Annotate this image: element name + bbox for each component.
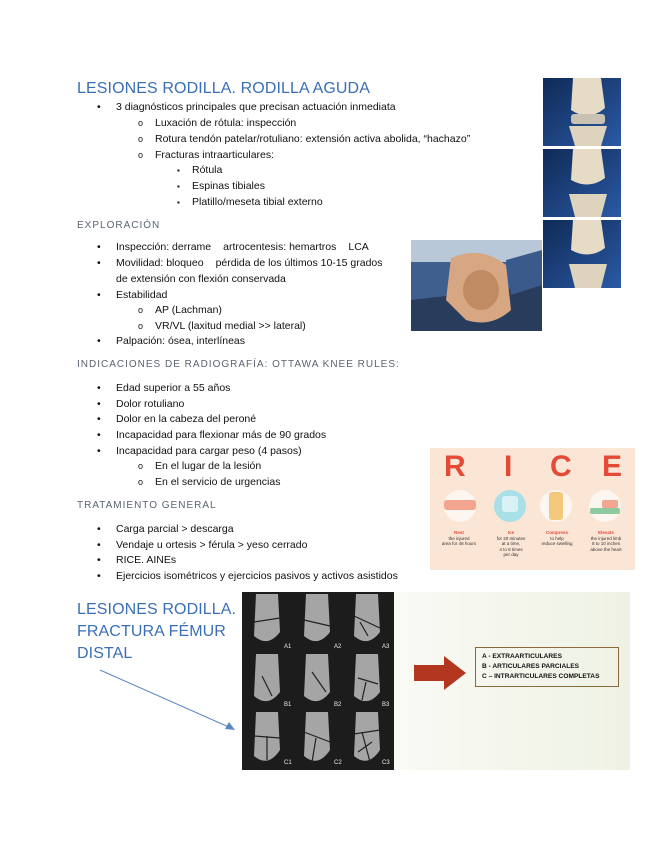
rice-letter-e: E <box>602 450 623 483</box>
mobility-text: Movilidad: bloqueo <box>116 257 204 269</box>
rice-caption-compress <box>534 530 580 547</box>
rice-caption-elevate <box>582 530 630 552</box>
list-item: o AP (Lachman) <box>155 304 222 317</box>
list-item: o VR/VL (laxitud medial >> lateral) <box>155 320 306 333</box>
pointer-arrow <box>95 665 240 735</box>
rice-caption-line: the injured limb <box>590 535 622 541</box>
list-item: • Ejercicios isométricos y ejercicios pasivos y activos asistidos <box>116 570 398 583</box>
rice-caption-line: to help <box>550 535 564 541</box>
inspection-lca-text: LCA <box>348 241 369 253</box>
red-arrow-icon <box>414 656 466 690</box>
classification-c: C – INTRARTICULARES COMPLETAS <box>482 673 600 680</box>
list-item: • Carga parcial > descarga <box>116 523 234 536</box>
list-item: • Dolor rotuliano <box>116 398 184 411</box>
list-item: o En el servicio de urgencias <box>155 476 280 489</box>
inspection-arrocentesis-text: artrocentesis: hemartros <box>223 241 337 253</box>
title-line: LESIONES RODILLA. <box>77 601 237 618</box>
xray-label-c2: C2 <box>334 760 342 766</box>
list-item: • RICE. AINEs <box>116 554 176 567</box>
section-title-fractura-femur <box>77 599 236 665</box>
list-item <box>116 241 369 254</box>
rice-caption-line: above the heart <box>590 546 622 552</box>
rice-caption-line: for 20 minutes <box>496 535 526 541</box>
list-item: • Vendaje u ortesis > férula > yeso cerrado <box>116 539 307 552</box>
rice-caption-line: area for 48 hours <box>441 541 477 546</box>
list-item: o En el lugar de la lesión <box>155 460 261 473</box>
rice-caption-head: Ice <box>507 530 515 535</box>
classification-box <box>475 647 619 687</box>
classification-b: B - ARTICULARES PARCIALES <box>482 663 580 670</box>
rice-infographic <box>430 448 635 570</box>
list-item: • Dolor en la cabeza del peroné <box>116 413 256 426</box>
rice-caption-head: Compress <box>545 530 568 535</box>
list-item: ▪ Espinas tibiales <box>192 180 265 193</box>
rice-caption-head: Elevate <box>598 530 614 535</box>
rice-letter-c: C <box>550 450 572 483</box>
rice-caption-line: the injured <box>448 535 470 541</box>
xray-label-c1: C1 <box>284 760 292 766</box>
xray-classification-image <box>242 592 394 770</box>
xray-label-a3: A3 <box>382 644 390 650</box>
section-heading-tratamiento: TRATAMIENTO GENERAL <box>77 500 217 511</box>
list-item <box>116 257 383 270</box>
rice-caption-head: Rest <box>454 530 464 535</box>
rice-letter-r: R <box>444 450 466 483</box>
list-item: ▪ Rótula <box>192 164 222 177</box>
xray-label-a2: A2 <box>334 644 342 650</box>
classification-panel <box>394 592 630 770</box>
rice-letter-i: I <box>504 450 513 483</box>
rice-caption-line: 4 to 8 times <box>499 546 523 552</box>
list-item-continuation: de extensión con flexión conservada <box>116 273 286 285</box>
list-item: ▪ Platillo/meseta tibial externo <box>192 196 323 209</box>
knee-photo <box>411 240 542 331</box>
xray-label-a1: A1 <box>284 644 292 650</box>
list-item: • Estabilidad <box>116 289 167 302</box>
rice-caption-line: per day <box>503 552 519 557</box>
rice-caption-line: reduce swelling <box>541 541 573 546</box>
xray-label-b2: B2 <box>334 702 342 708</box>
list-item: • Incapacidad para flexionar más de 90 grados <box>116 429 326 442</box>
list-item: • Edad superior a 55 años <box>116 382 230 395</box>
mobility-loss-text: pérdida de los últimos 10-15 grados <box>215 257 383 269</box>
classification-a: A - EXTRAARTICULARES <box>482 653 562 660</box>
list-item: • Incapacidad para cargar peso (4 pasos) <box>116 445 302 458</box>
rice-caption-rest <box>436 530 482 547</box>
rice-caption-ice <box>488 530 534 558</box>
list-item: • 3 diagnósticos principales que precisan actuación inmediata <box>116 101 396 114</box>
list-item: o Rotura tendón patelar/rotuliano: extensión activa abolida, “hachazo” <box>155 133 470 146</box>
title-line: FRACTURA FÉMUR <box>77 623 226 640</box>
rice-caption-line: 8 to 10 inches <box>591 541 621 546</box>
section-heading-ottawa: INDICACIONES DE RADIOGRAFÍA: OTTAWA KNEE RULES: <box>77 359 400 370</box>
rice-caption-line: at a time, <box>501 541 521 546</box>
title-line: DISTAL <box>77 645 133 662</box>
xray-label-b1: B1 <box>284 702 292 708</box>
xray-label-b3: B3 <box>382 702 390 708</box>
section-heading-exploracion: EXPLORACIÓN <box>77 220 161 231</box>
knee-anatomy-image <box>543 78 621 288</box>
list-item: o Luxación de rótula: inspección <box>155 117 296 130</box>
inspection-text: Inspección: derrame <box>116 241 212 253</box>
section-title-rodilla-aguda: LESIONES RODILLA. RODILLA AGUDA <box>77 80 370 97</box>
list-item: o Fracturas intraarticulares: <box>155 149 274 162</box>
list-item: • Palpación: ósea, interlíneas <box>116 335 245 348</box>
xray-label-c3: C3 <box>382 760 390 766</box>
